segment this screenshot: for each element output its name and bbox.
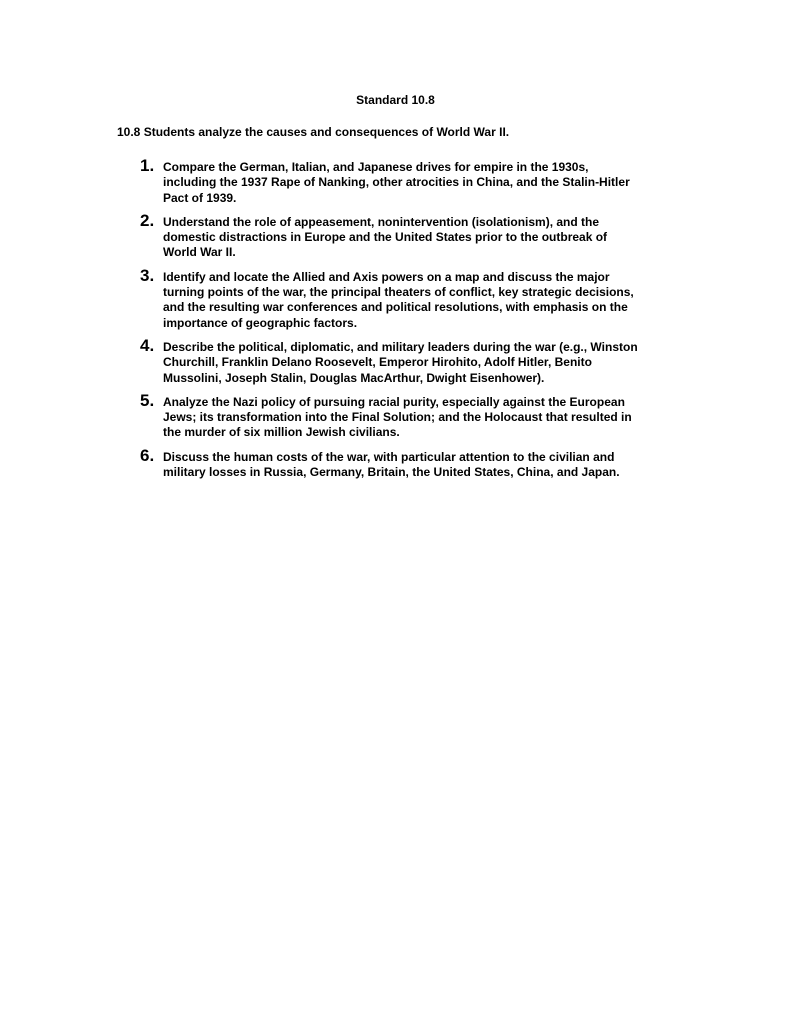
item-number: 6.: [140, 445, 155, 465]
item-text-line: the murder of six million Jewish civilians.: [163, 425, 400, 440]
item-text-line: turning points of the war, the principal theaters of conflict, key strategic decisions,: [163, 285, 634, 300]
list-item: [137, 156, 697, 206]
item-text-line: Churchill, Franklin Delano Roosevelt, Emperor Hirohito, Adolf Hitler, Benito: [163, 355, 592, 370]
list-item: [137, 335, 697, 386]
item-text-line: Mussolini, Joseph Stalin, Douglas MacArthur, Dwight Eisenhower).: [163, 370, 545, 385]
page-title: Standard 10.8: [356, 93, 435, 107]
list-item: [137, 390, 697, 441]
item-text-line: Identify and locate the Allied and Axis powers on a map and discuss the major: [163, 269, 610, 284]
item-number: 5.: [140, 390, 155, 410]
standard-intro: 10.8 Students analyze the causes and consequences of World War II.: [117, 125, 510, 139]
item-text-line: Jews; its transformation into the Final Solution; and the Holocaust that resulted in: [163, 410, 632, 425]
item-text-line: Analyze the Nazi policy of pursuing racial purity, especially against the European: [163, 394, 625, 409]
item-text-line: importance of geographic factors.: [163, 315, 358, 330]
list-item: [137, 265, 697, 331]
list-item: [137, 445, 697, 481]
item-text-line: Describe the political, diplomatic, and military leaders during the war (e.g., Winston: [163, 339, 638, 354]
item-text-line: World War II.: [163, 245, 236, 260]
item-text-line: Understand the role of appeasement, nonintervention (isolationism), and the: [163, 214, 600, 229]
item-text-line: and the resulting war conferences and political resolutions, with emphasis on the: [163, 300, 628, 315]
item-text-line: military losses in Russia, Germany, Britain, the United States, China, and Japan.: [163, 465, 620, 480]
item-text-line: Discuss the human costs of the war, with particular attention to the civilian and: [163, 449, 615, 464]
item-number: 1.: [140, 156, 155, 175]
item-text-line: domestic distractions in Europe and the United States prior to the outbreak of: [163, 230, 608, 245]
item-number: 4.: [140, 335, 155, 355]
standard-list: [137, 156, 697, 489]
item-number: 2.: [140, 210, 155, 230]
item-text-line: including the 1937 Rape of Nanking, other atrocities in China, and the Stalin-Hitler: [163, 175, 630, 190]
item-number: 3.: [140, 265, 155, 285]
item-text-line: Pact of 1939.: [163, 190, 237, 205]
list-item: [137, 210, 697, 261]
item-text-line: Compare the German, Italian, and Japanese drives for empire in the 1930s,: [163, 160, 589, 174]
